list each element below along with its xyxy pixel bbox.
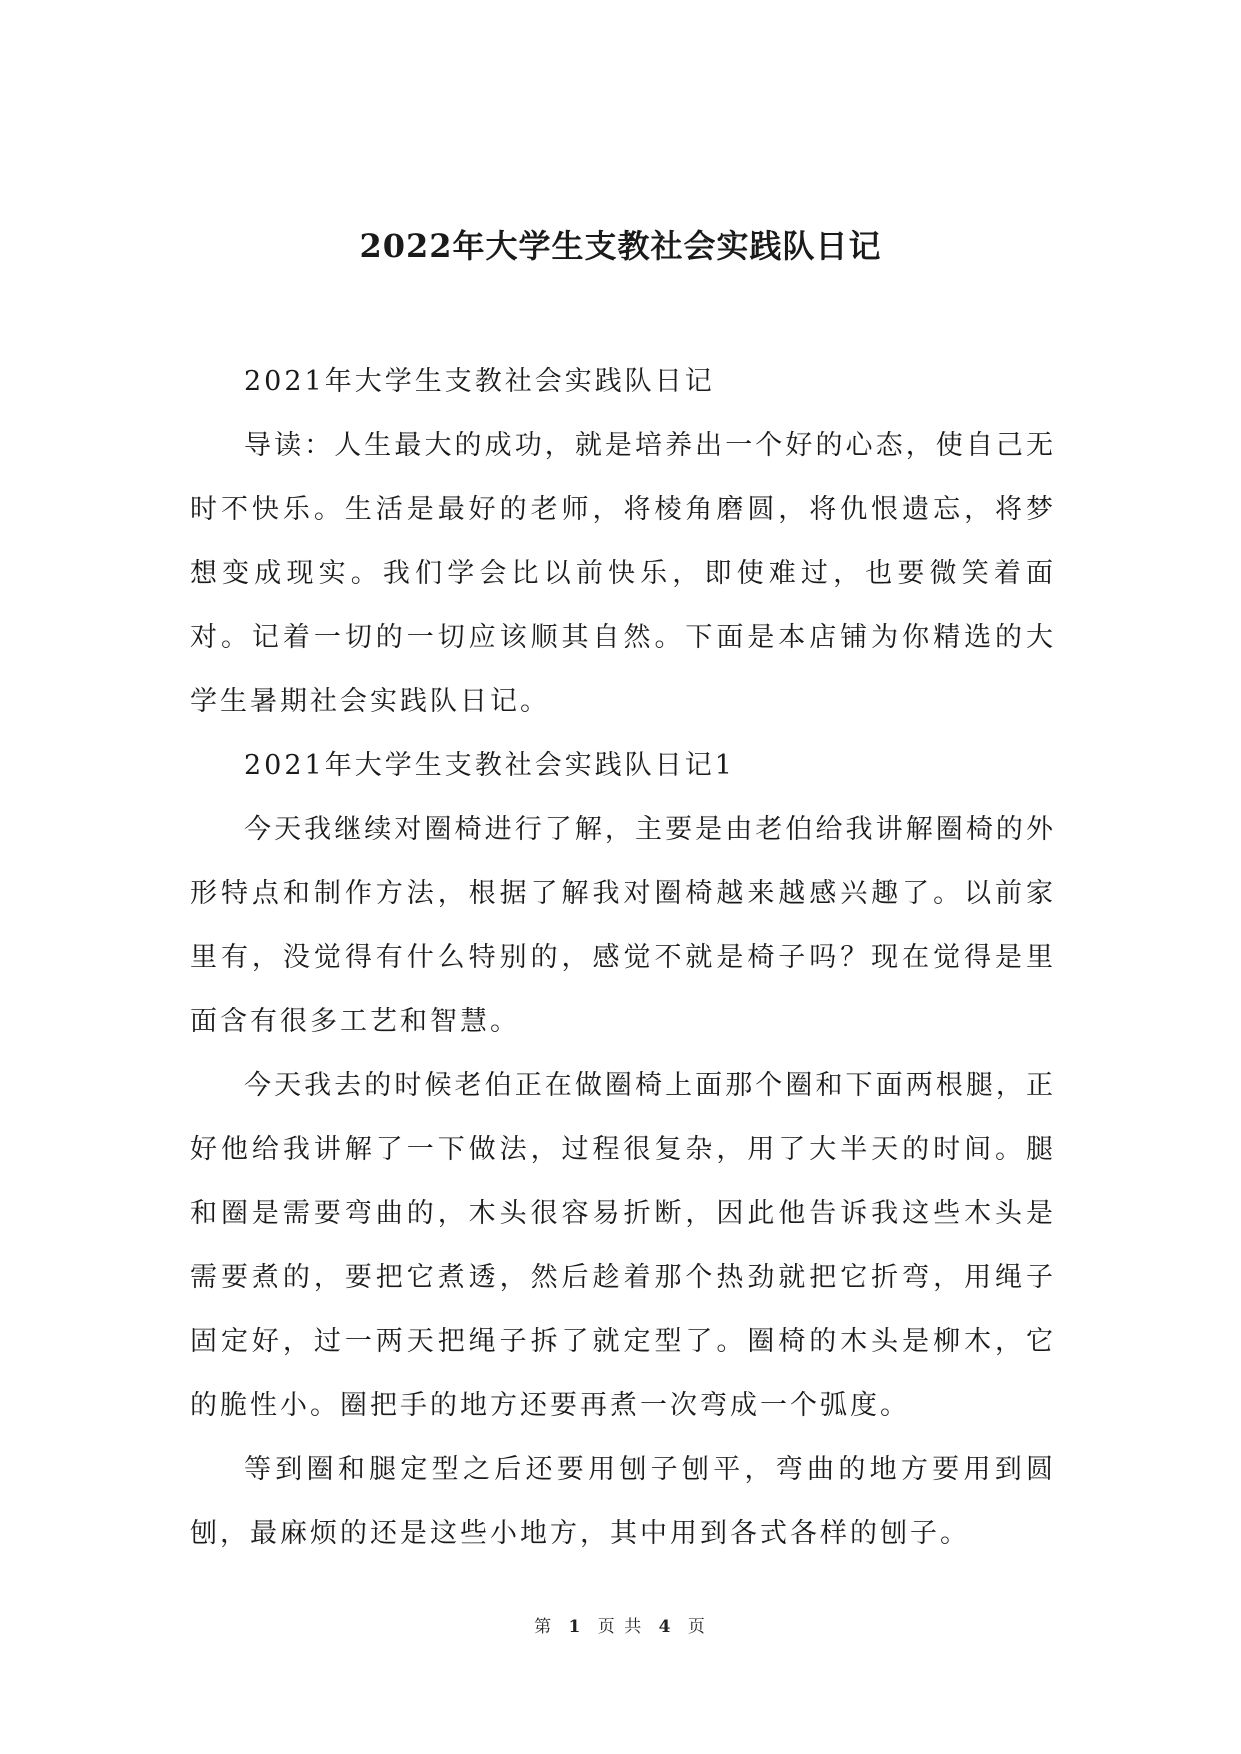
page-number-footer (0, 1612, 1241, 1637)
paragraph-body-1: 今天我继续对圈椅进行了解，主要是由老伯给我讲解圈椅的外形特点和制作方法，根据了解我对圈椅越来越感兴趣了。以前家里有，没觉得有什么特别的，感觉不就是椅子吗？现在觉得是里面含有很多工艺和智慧。 (190, 814, 1056, 1037)
paragraph-body-2: 今天我去的时候老伯正在做圈椅上面那个圈和下面两根腿，正好他给我讲解了一下做法，过程很复杂，用了大半天的时间。腿和圈是需要弯曲的，木头很容易折断，因此他告诉我这些木头是需要煮的，要把它煮透，然后趁着那个热劲就把它折弯，用绳子固定好，过一两天把绳子拆了就定型了。圈椅的木头是柳木，它的脆性小。圈把手的地方还要再煮一次弯成一个弧度。 (190, 1070, 1056, 1421)
footer-prefix: 第 (534, 1617, 554, 1637)
footer-total-pages: 4 (658, 1617, 673, 1637)
document-title: 2022年大学生支教社会实践队日记 (359, 227, 882, 265)
paragraph-intro: 导读：人生最大的成功，就是培养出一个好的心态，使自己无时不快乐。生活是最好的老师，将棱角磨圆，将仇恨遗忘，将梦想变成现实。我们学会比以前快乐，即使难过，也要微笑着面对。记着一切的一切应该顺其自然。下面是本店铺为你精选的大学生暑期社会实践队日记。 (190, 430, 1056, 717)
paragraph-body-3: 等到圈和腿定型之后还要用刨子刨平，弯曲的地方要用到圆刨，最麻烦的还是这些小地方，其中用到各式各样的刨子。 (190, 1454, 1056, 1549)
paragraph-section-heading: 2021年大学生支教社会实践队日记1 (244, 750, 735, 781)
footer-suffix: 页 (687, 1617, 707, 1637)
footer-current-page: 1 (568, 1617, 583, 1637)
document-body (190, 350, 1056, 1566)
footer-middle: 页 共 (597, 1617, 644, 1637)
paragraph-subtitle: 2021年大学生支教社会实践队日记 (244, 366, 715, 397)
